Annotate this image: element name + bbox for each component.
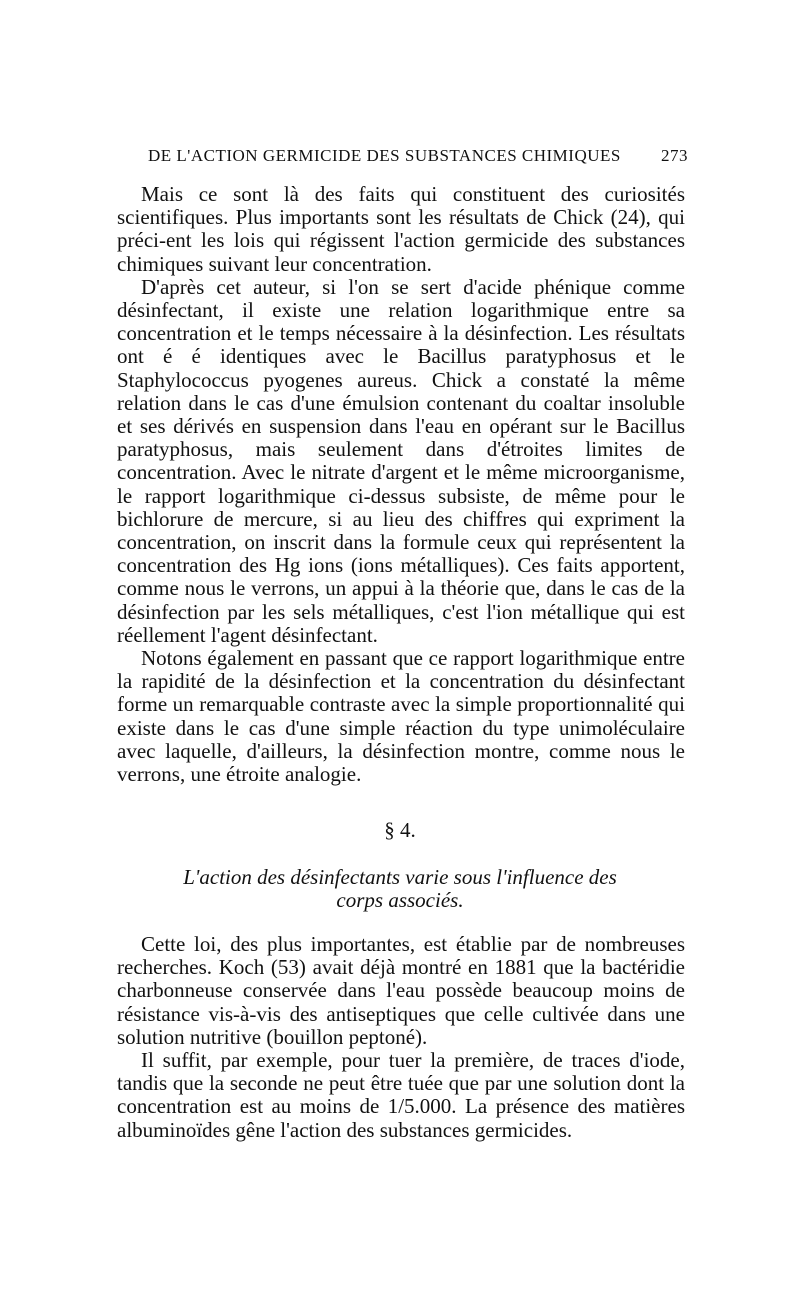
paragraph: Mais ce sont là des faits qui constituent des curiosités scientifiques. Plus importants sont les résultats de Chick (24), qui préci-ent les lois qui régissent l'action germicide des substances chimiques suivant leur concentration. [117, 182, 685, 276]
paragraph: Notons également en passant que ce rapport logarithmique entre la rapidité de la désinfection et la concentration du désinfectant forme un remarquable contraste avec la simple proportionnalité qui existe dans le cas d'une simple réaction du type unimoléculaire avec laquelle, d'ailleurs, la désinfection montre, comme nous le verrons, une étroite analogie. [117, 646, 685, 787]
section-number: § 4. [384, 818, 416, 842]
paragraph: Il suffit, par exemple, pour tuer la première, de traces d'iode, tandis que la seconde ne peut être tuée que par une solution dont la concentration est au moins de 1/5.000. La présence des matières albuminoïdes gêne l'action des substances germicides. [117, 1048, 685, 1142]
running-title: DE L'ACTION GERMICIDE DES SUBSTANCES CHIMIQUES [148, 146, 621, 165]
paragraph: Cette loi, des plus importantes, est établie par de nombreuses recherches. Koch (53) avait déjà montré en 1881 que la bactéridie charbonneuse conservée dans l'eau possède beaucoup moins de résistance vis-à-vis des antiseptiques que celle cultivée dans une solution nutritive (bouillon peptoné). [117, 932, 685, 1049]
paragraph: D'après cet auteur, si l'on se sert d'acide phénique comme désinfectant, il existe une relation logarithmique entre sa concentration et le temps nécessaire à la désinfection. Les résultats ont é é identiques avec le Bacillus paratyphosus et le Staphylococcus pyogenes aureus. Chick a constaté la même relation dans le cas d'une émulsion contenant du coaltar insoluble et ses dérivés en suspension dans l'eau en opérant sur le Bacillus paratyphosus, mais seulement dans d'étroites limites de concentration. Avec le nitrate d'argent et le même microorganisme, le rapport logarithmique ci-dessus subsiste, de même pour le bichlorure de mercure, si au lieu des chiffres qui expriment la concentration, on inscrit dans la formule ceux qui représentent la concentration des Hg ions (ions métalliques). Ces faits apportent, comme nous le verrons, un appui à la théorie que, dans le cas de la désinfection par les sels métalliques, c'est l'ion métallique qui est réellement l'agent désinfectant. [117, 274, 685, 647]
secondary-text-block [117, 933, 685, 1142]
section-title-line: corps associés. [336, 888, 464, 912]
page-number: 273 [661, 146, 688, 165]
section-title-line: L'action des désinfectants varie sous l'influence des [183, 865, 617, 889]
section-title [170, 866, 630, 912]
main-text-block [117, 183, 685, 786]
